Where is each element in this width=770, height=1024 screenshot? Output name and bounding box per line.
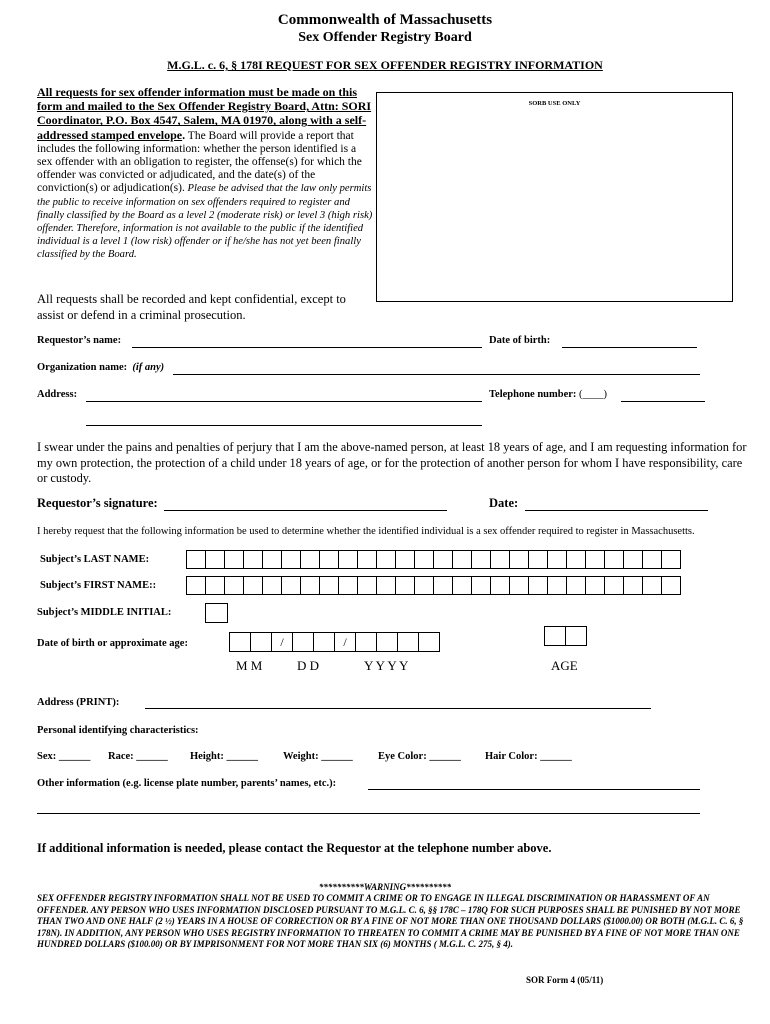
weight-field[interactable]: Weight: ______ (283, 751, 353, 762)
telephone-label: Telephone number: (____) (489, 389, 608, 400)
other-info-field-line1[interactable] (368, 789, 700, 790)
form-title-commonwealth: Commonwealth of Massachusetts (277, 12, 493, 28)
dob-year-hint: Y Y Y Y (364, 658, 409, 673)
sorb-use-only-box (376, 92, 733, 302)
requestor-dob-field[interactable] (562, 347, 697, 348)
subject-middle-initial-label: Subject’s MIDDLE INITIAL: (37, 607, 172, 618)
other-info-field-line2[interactable] (37, 813, 700, 814)
subject-first-name-boxes[interactable] (186, 576, 680, 595)
requestor-address-label: Address: (37, 389, 78, 400)
signature-date-field[interactable] (525, 510, 708, 511)
eye-color-field[interactable]: Eye Color: ______ (378, 751, 461, 762)
age-hint: AGE (551, 658, 578, 673)
subject-age-boxes[interactable] (544, 626, 586, 646)
height-field[interactable]: Height: ______ (190, 751, 258, 762)
form-number: SOR Form 4 (05/11) (526, 975, 604, 985)
intro-report-description: The Board will provide a report that includes the following information: whether the person identified is a sex offender with an obligation to register, the offense(s) for which the offender was convicted or adjudicated, and the date(s) of the conviction(s) or adjudication(s). (37, 129, 362, 195)
race-field[interactable]: Race: ______ (108, 751, 168, 762)
perjury-statement: I swear under the pains and penalties of perjury that I am the above-named person, at least 18 years of age, and I am requesting information for my own protection, the protection of a child under 18 years of age, or for the protection of another person for whom I have responsibility, care or custody. (37, 440, 747, 485)
sex-field[interactable]: Sex: ______ (37, 751, 91, 762)
hair-color-field[interactable]: Hair Color: ______ (485, 751, 572, 762)
requestor-signature-label: Requestor’s signature: (37, 496, 158, 510)
dob-day-hint: D D (297, 658, 320, 673)
confidential-note: All requests shall be recorded and kept confidential, except to assist or defend in a criminal prosecution. (37, 292, 346, 322)
subject-address-label: Address (PRINT): (37, 697, 120, 708)
dob-month-hint: M M (236, 658, 263, 673)
warning-heading: **********WARNING********** (318, 882, 452, 892)
intro-paragraph: All requests for sex offender information must be made on this form and mailed to the Sex Offender Registry Board, Attn: SORI Coordinator, P.O. Box 4547, Salem, MA 01970, along with a self-addressed stamped envelope. The Board will provide a report that includes the following information: whether the person identified is a sex offender with an obligation to register, the offense(s) for which the offender was convicted or adjudicated, and the date(s) of the conviction(s) or adjudication(s). Please be advised that the law only permits the public to receive information on sex offenders required to register and finally classified by the Board as a level 2 (moderate risk) or level 3 (high risk) offender. Therefore, information is not available to the public if the identified individual is a level 1 (low risk) offender or if he/she has not yet been finally classified by the Board. (37, 85, 373, 261)
requestor-address-field-line1[interactable] (86, 401, 482, 402)
signature-date-label: Date: (489, 496, 519, 510)
telephone-field[interactable] (621, 401, 705, 402)
form-statute-heading: M.G.L. c. 6, § 178I REQUEST FOR SEX OFFENDER REGISTRY INFORMATION (167, 58, 603, 72)
organization-label: Organization name: (if any) (37, 362, 165, 373)
form-title-board: Sex Offender Registry Board (298, 30, 472, 45)
requestor-signature-field[interactable] (164, 510, 447, 511)
subject-last-name-label: Subject’s LAST NAME: (40, 554, 150, 565)
subject-last-name-boxes[interactable] (186, 550, 680, 569)
organization-field[interactable] (173, 374, 700, 375)
requestor-name-label: Requestor’s name: (37, 335, 122, 346)
contact-note: If additional information is needed, please contact the Requestor at the telephone number above. (37, 841, 552, 855)
requestor-address-field-line2[interactable] (86, 425, 482, 426)
sorb-use-only-label: SORB USE ONLY (528, 100, 581, 107)
subject-dob-label: Date of birth or approximate age: (37, 638, 188, 649)
intro-public-notice: Please be advised that the law only permits the public to receive information on sex offenders required to register and finally classified by the Board as a level 2 (moderate risk) or level 3 (high risk) offender. Therefore, information is not available to the public if the identified individual is a level 1 (low risk) offender or if he/she has not yet been finally classified by the Board. (37, 183, 373, 261)
subject-address-field[interactable] (145, 708, 651, 709)
characteristics-label: Personal identifying characteristics: (37, 725, 199, 736)
requestor-dob-label: Date of birth: (489, 335, 551, 346)
intro-mailing-instructions: All requests for sex offender information must be made on this form and mailed to the Sex Offender Registry Board, Attn: SORI Coordinator, P.O. Box 4547, Salem, MA 01970, along with a self-addressed stamped envelope (37, 85, 372, 142)
warning-text: SEX OFFENDER REGISTRY INFORMATION SHALL NOT BE USED TO COMMIT A CRIME OR TO ENGAGE IN ILLEGAL DISCRIMINATION OR HARASSMENT OF AN OFFENDER. ANY PERSON WHO USES INFORMATION DISCLOSED PURSUANT TO M.G.L. C. 6, §§ 178C – 178Q FOR SUCH PURPOSES SHALL BE PUNISHED BY NOT MORE THAN TWO AND ONE HALF (2 ½) YEARS IN A HOUSE OF CORRECTION OR BY A FINE OF NOT MORE THAN ONE THOUSAND DOLLARS ($1000.00) OR BOTH (M.G.L. C. 6, § 178N). IN ADDITION, ANY PERSON WHO USES REGISTRY INFORMATION TO THREATEN TO COMMIT A CRIME MAY BE PUNISHED BY A FINE OF NOT MORE THAN ONE HUNDRED DOLLARS ($100.00) OR BY IMPRISONMENT FOR NOT MORE THAN SIX (6) MONTHS ( M.G.L. C. 275, § 4). (37, 893, 744, 949)
request-statement: I hereby request that the following information be used to determine whether the identified individual is a sex offender required to register in Massachusetts. (37, 526, 695, 537)
subject-first-name-label: Subject’s FIRST NAME:: (40, 580, 157, 591)
other-info-label: Other information (e.g. license plate number, parents’ names, etc.): (37, 778, 337, 789)
subject-dob-boxes[interactable]: / / (229, 632, 439, 652)
requestor-name-field[interactable] (132, 347, 482, 348)
subject-middle-initial-box[interactable] (205, 603, 228, 623)
